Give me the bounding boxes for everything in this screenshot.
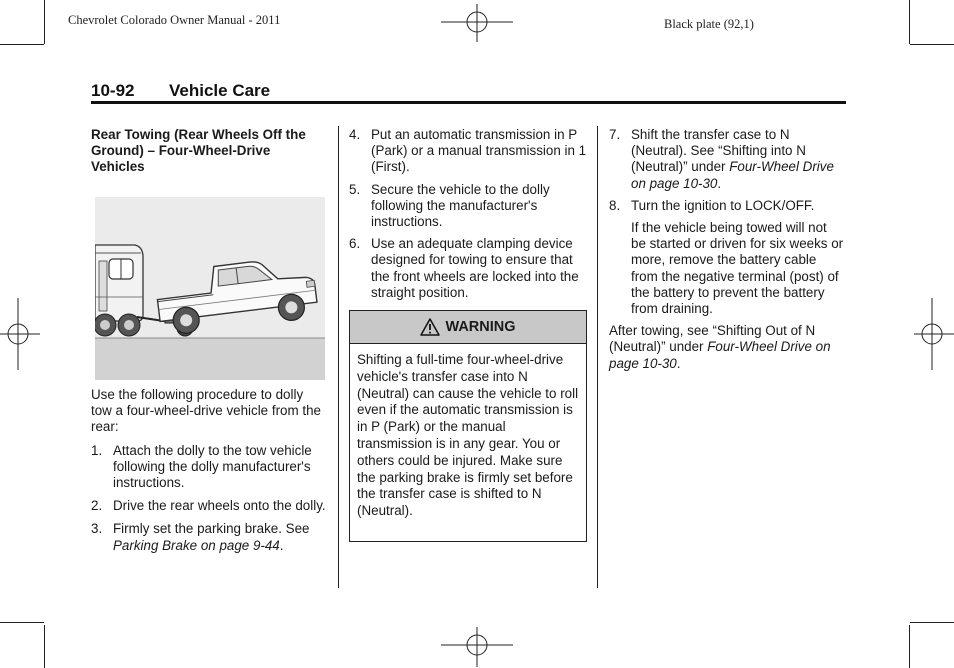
step-text: Use an adequate clamping device designed for towing to ensure that the front wheels are locked into the straight position.	[371, 236, 579, 300]
warning-header	[350, 311, 586, 344]
plate-label: Black plate (92,1)	[664, 17, 754, 31]
truck-on-dolly-illustration-icon	[95, 197, 325, 380]
crop-mark	[0, 622, 44, 623]
step-text: Put an automatic transmission in P (Park) or a manual transmission in 1 (First).	[371, 127, 587, 175]
step-text: Firmly set the parking brake. See	[113, 521, 310, 537]
crop-mark	[910, 44, 954, 45]
registration-mark-icon	[441, 627, 513, 667]
column-1-body	[91, 387, 327, 554]
list-item	[91, 521, 327, 553]
crop-mark	[44, 0, 45, 44]
crop-mark	[910, 622, 954, 623]
step-number: 2.	[91, 498, 103, 514]
cross-reference-link[interactable]: Four-Wheel Drive on page 10-30	[609, 339, 831, 371]
after-end: .	[676, 355, 681, 371]
warning-triangle-icon	[420, 318, 440, 336]
list-item	[349, 127, 587, 176]
step-number: 8.	[609, 197, 621, 213]
step-note: If the vehicle being towed will not be started or driven for six weeks or more, remove the battery cable from the negative terminal (post) of the battery to prevent the battery from draining.	[631, 220, 844, 317]
warning-box	[349, 310, 587, 542]
column-2	[349, 127, 587, 301]
step-number: 6.	[349, 236, 361, 252]
subheading: Rear Towing (Rear Wheels Off the Ground) – Four-Wheel-Drive Vehicles	[91, 127, 306, 175]
registration-mark-icon	[441, 4, 513, 42]
cross-reference-link[interactable]: Four-Wheel Drive on page 10-30	[631, 159, 834, 191]
step-number: 7.	[609, 127, 621, 142]
step-number: 5.	[349, 181, 361, 197]
cross-reference-link[interactable]: Parking Brake on page 9-44	[113, 537, 280, 553]
list-item	[609, 127, 845, 192]
step-text: Turn the ignition to LOCK/OFF.	[631, 197, 815, 213]
step-number: 3.	[91, 521, 103, 537]
column-divider	[597, 126, 598, 588]
registration-mark-icon	[0, 298, 40, 370]
step-text: Shift the transfer case to N (Neutral). See “Shifting into N (Neutral)” under	[631, 127, 806, 175]
warning-body: Shifting a full-time four-wheel-drive vehicle's transfer case into N (Neutral) can cause the vehicle to roll even if the automatic transmission is in P (Park) or the manual transmission is in any gear. You or others could be injured. Make sure the parking brake is firmly set before the transfer case is shifted to N (Neutral).	[357, 352, 579, 519]
list-item	[609, 198, 845, 214]
step-text: Drive the rear wheels onto the dolly.	[113, 498, 326, 514]
list-item	[349, 182, 587, 231]
crop-mark	[0, 44, 44, 45]
step-text: Secure the vehicle to the dolly following the manufacturer's instructions.	[371, 181, 550, 230]
step-number: 4.	[349, 127, 361, 142]
crop-mark	[44, 625, 45, 668]
list-item	[91, 443, 327, 492]
title-rule	[91, 101, 846, 104]
step-number: 1.	[91, 442, 103, 458]
step-end: .	[279, 537, 284, 553]
column-divider	[338, 126, 339, 588]
warning-title: WARNING	[445, 319, 516, 335]
section-title: Vehicle Care	[169, 81, 271, 100]
page-title	[91, 81, 270, 101]
registration-mark-icon	[914, 298, 954, 370]
manual-title: Chevrolet Colorado Owner Manual - 2011	[68, 13, 281, 27]
list-item	[349, 236, 587, 301]
after-text: After towing, see “Shifting Out of N (Neutral)” under	[609, 323, 816, 355]
page-number: 10-92	[91, 81, 135, 100]
step-end: .	[717, 175, 722, 191]
column-3	[609, 127, 845, 372]
intro-text: Use the following procedure to dolly tow a four-wheel-drive vehicle from the rear:	[91, 387, 321, 435]
list-item	[91, 498, 327, 514]
crop-mark	[909, 0, 910, 44]
crop-mark	[909, 625, 910, 668]
step-text: Attach the dolly to the tow vehicle following the dolly manufacturer's instructions.	[113, 442, 312, 491]
column-1	[91, 127, 327, 176]
after-towing-text	[609, 323, 845, 372]
